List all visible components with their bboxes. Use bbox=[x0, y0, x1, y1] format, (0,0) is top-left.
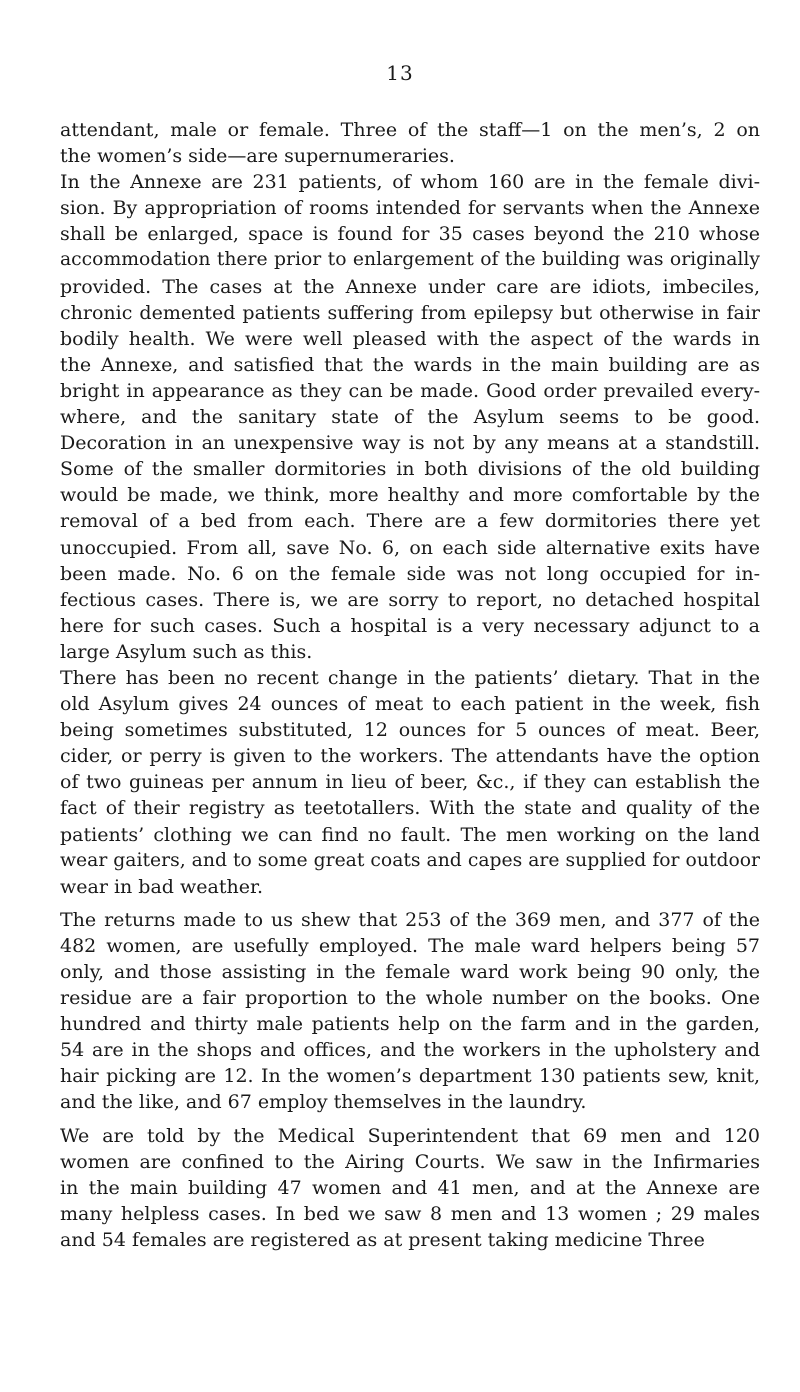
text-line: been made. No. 6 on the female side was not long occupied for in- bbox=[60, 562, 760, 585]
text-line: here for such cases. Such a hospital is a very necessary adjunct to a bbox=[60, 614, 760, 637]
body-text bbox=[60, 117, 760, 1253]
text-line: Decoration in an unexpensive way is not by any means at a standstill. bbox=[60, 432, 760, 455]
text-line: removal of a bed from each. There are a few dormitories there yet bbox=[60, 510, 760, 533]
paragraph bbox=[60, 117, 760, 169]
text-line: large Asylum such as this. bbox=[60, 640, 313, 663]
page-number: 13 bbox=[386, 61, 414, 85]
text-line: We are told by the Medical Superintendent that 69 men and 120 bbox=[60, 1124, 760, 1147]
text-line: attendant, male or female. Three of the staff—1 on the men’s, 2 on bbox=[60, 119, 760, 141]
text-line: accommodation there prior to enlargement of the building was originally bbox=[60, 249, 760, 271]
text-line: where, and the sanitary state of the Asylum seems to be good. bbox=[60, 406, 760, 429]
text-line: and the like, and 67 employ themselves in the laundry. bbox=[60, 1091, 587, 1114]
text-line: In the Annexe are 231 patients, of whom 160 are in the female divi- bbox=[60, 171, 760, 194]
text-line: patients’ clothing we can find no fault. The men working on the land bbox=[60, 823, 760, 846]
text-line: hair picking are 12. In the women’s department 130 patients sew, knit, bbox=[60, 1065, 760, 1088]
text-line: Some of the smaller dormitories in both divisions of the old building bbox=[60, 458, 760, 481]
text-line: in the main building 47 women and 41 men, and at the Annexe are bbox=[60, 1176, 760, 1199]
text-line: old Asylum gives 24 ounces of meat to each patient in the week, fish bbox=[60, 693, 760, 716]
text-line: only, and those assisting in the female ward work being 90 only, the bbox=[60, 961, 760, 983]
text-line: fectious cases. There is, we are sorry to report, no detached hospital bbox=[60, 588, 760, 611]
text-line: the Annexe, and satisfied that the wards in the main building are as bbox=[60, 353, 760, 376]
text-line: shall be enlarged, space is found for 35 cases beyond the 210 whose bbox=[60, 223, 760, 246]
text-line: women are confined to the Airing Courts. We saw in the Infirmaries bbox=[60, 1150, 760, 1173]
text-line: hundred and thirty male patients help on the farm and in the garden, bbox=[60, 1013, 760, 1036]
text-line: and 54 females are registered as at present taking medicine Three bbox=[60, 1228, 705, 1251]
text-line: cider, or perry is given to the workers. The attendants have the option bbox=[60, 745, 760, 768]
text-line: sion. By appropriation of rooms intended for servants when the Annexe bbox=[60, 197, 760, 220]
paragraph bbox=[60, 169, 760, 665]
paragraph bbox=[60, 907, 760, 1116]
text-line: unoccupied. From all, save No. 6, on each side alternative exits have bbox=[60, 536, 760, 559]
text-line: bodily health. We were well pleased with the aspect of the wards in bbox=[60, 327, 760, 350]
text-line: would be made, we think, more healthy and more comfortable by the bbox=[60, 484, 760, 507]
text-line: bright in appearance as they can be made. Good order prevailed every- bbox=[60, 379, 760, 402]
text-line: chronic demented patients suffering from epilepsy but otherwise in fair bbox=[60, 301, 760, 324]
text-line: There has been no recent change in the patients’ dietary. That in the bbox=[60, 666, 760, 689]
text-line: The returns made to us shew that 253 of the 369 men, and 377 of the bbox=[60, 908, 760, 931]
text-line: fact of their registry as teetotallers. With the state and quality of the bbox=[60, 797, 760, 820]
paragraph bbox=[60, 1123, 760, 1253]
text-line: of two guineas per annum in lieu of beer, &c., if they can establish the bbox=[60, 771, 760, 794]
paragraph-gap bbox=[60, 1116, 760, 1123]
text-line: many helpless cases. In bed we saw 8 men and 13 women ; 29 males bbox=[60, 1202, 760, 1225]
text-line: the women’s side—are supernumeraries. bbox=[60, 145, 455, 168]
text-line: 54 are in the shops and offices, and the workers in the upholstery and bbox=[60, 1039, 760, 1062]
text-line: residue are a fair proportion to the whole number on the books. One bbox=[60, 987, 760, 1010]
paragraph bbox=[60, 665, 760, 900]
text-line: wear gaiters, and to some great coats and capes are supplied for outdoor bbox=[60, 849, 760, 871]
text-line: 482 women, are usefully employed. The male ward helpers being 57 bbox=[60, 934, 760, 957]
text-line: wear in bad weather. bbox=[60, 875, 263, 898]
paragraph-gap bbox=[60, 900, 760, 907]
text-line: being sometimes substituted, 12 ounces for 5 ounces of meat. Beer, bbox=[60, 719, 760, 742]
text-line: provided. The cases at the Annexe under care are idiots, imbeciles, bbox=[60, 275, 760, 298]
